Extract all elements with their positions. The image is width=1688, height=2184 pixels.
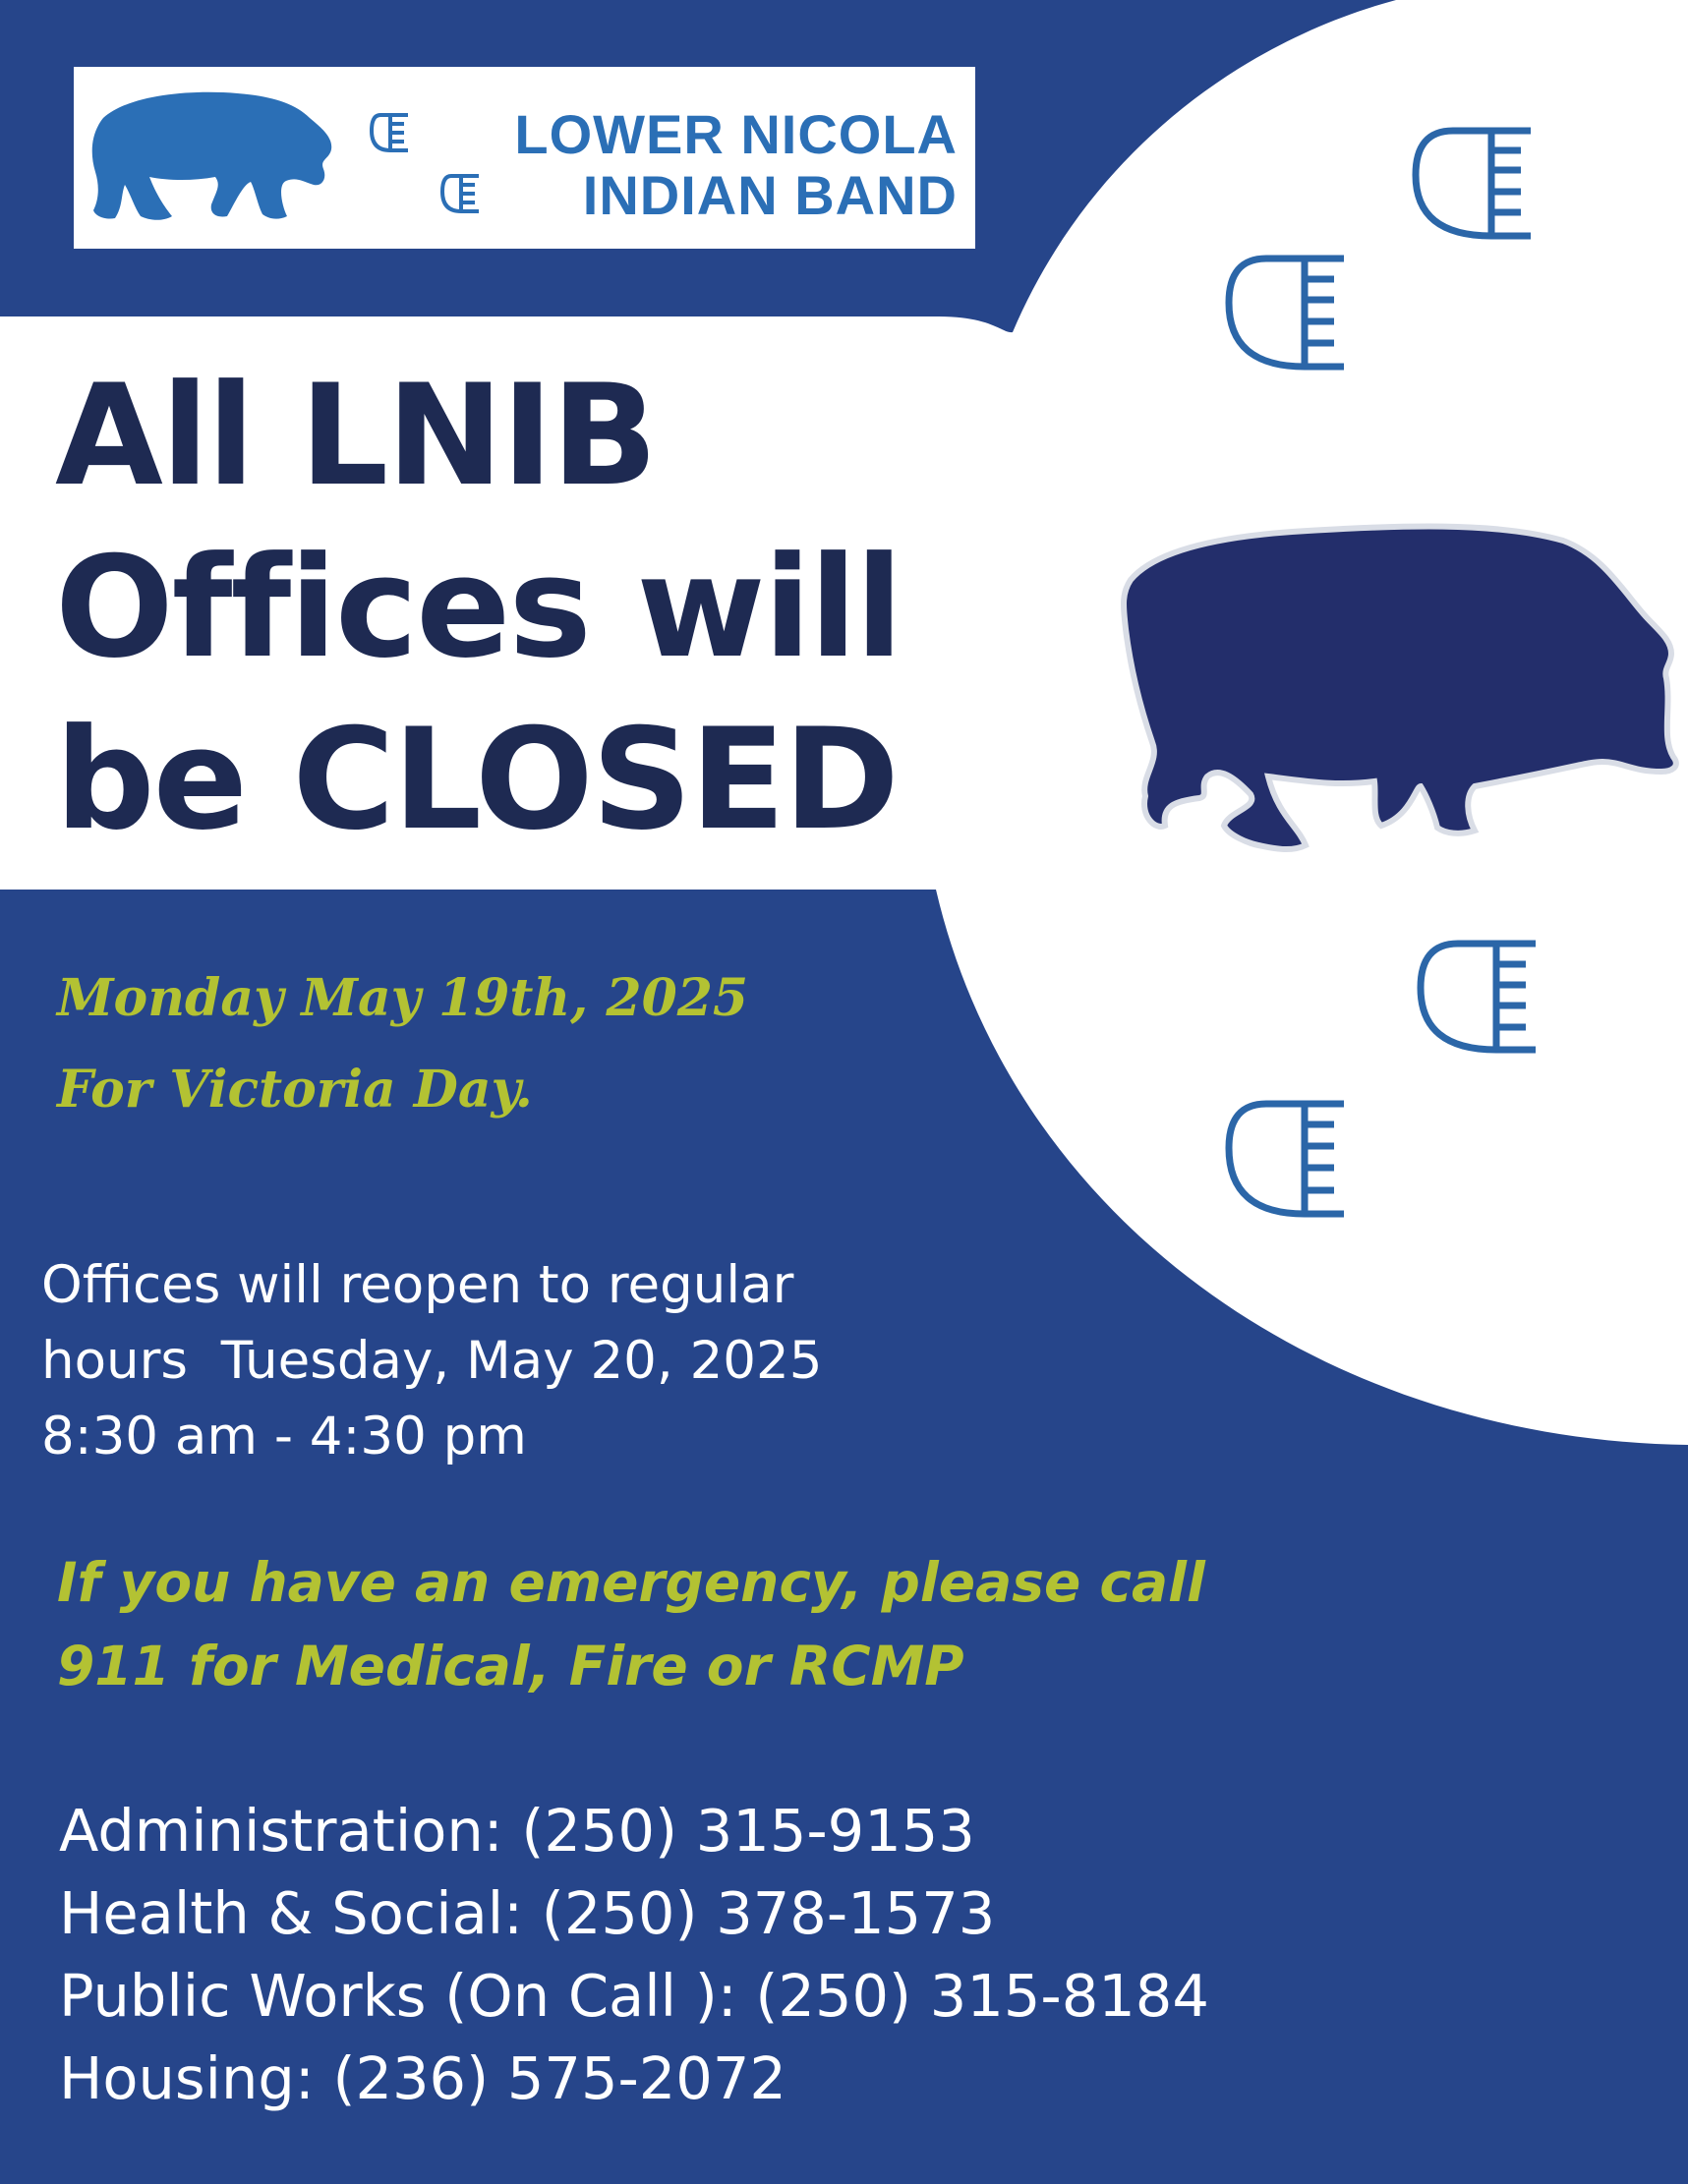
closure-date: Monday May 19th, 2025: [57, 968, 749, 1028]
logo-e-glyph-icon: [369, 111, 412, 156]
emergency-line1: If you have an emergency, please call: [57, 1551, 1205, 1614]
bear-logo-icon: [86, 79, 341, 236]
headline-line2: Offices will: [55, 527, 902, 689]
emergency-line2: 911 for Medical, Fire or RCMP: [57, 1635, 964, 1697]
logo-e-glyph-icon: [439, 172, 483, 217]
closure-reason: For Victoria Day.: [57, 1060, 533, 1120]
logo-banner: [74, 67, 975, 249]
logo-title-line1: LOWER NICOLA: [514, 103, 958, 165]
reopen-line2: hours Tuesday, May 20, 2025: [41, 1331, 823, 1391]
reopen-line1: Offices will reopen to regular: [41, 1255, 794, 1315]
logo-title-line2: INDIAN BAND: [582, 164, 958, 226]
headline-line1: All LNIB: [55, 355, 657, 517]
contact-public-works: Public Works (On Call ): (250) 315-8184: [59, 1962, 1209, 2030]
contact-administration: Administration: (250) 315-9153: [59, 1797, 975, 1865]
headline-line3: be CLOSED: [55, 699, 898, 861]
contact-housing: Housing: (236) 575-2072: [59, 2044, 786, 2112]
contact-health-social: Health & Social: (250) 378-1573: [59, 1879, 996, 1947]
reopen-hours: 8:30 am - 4:30 pm: [41, 1407, 527, 1466]
